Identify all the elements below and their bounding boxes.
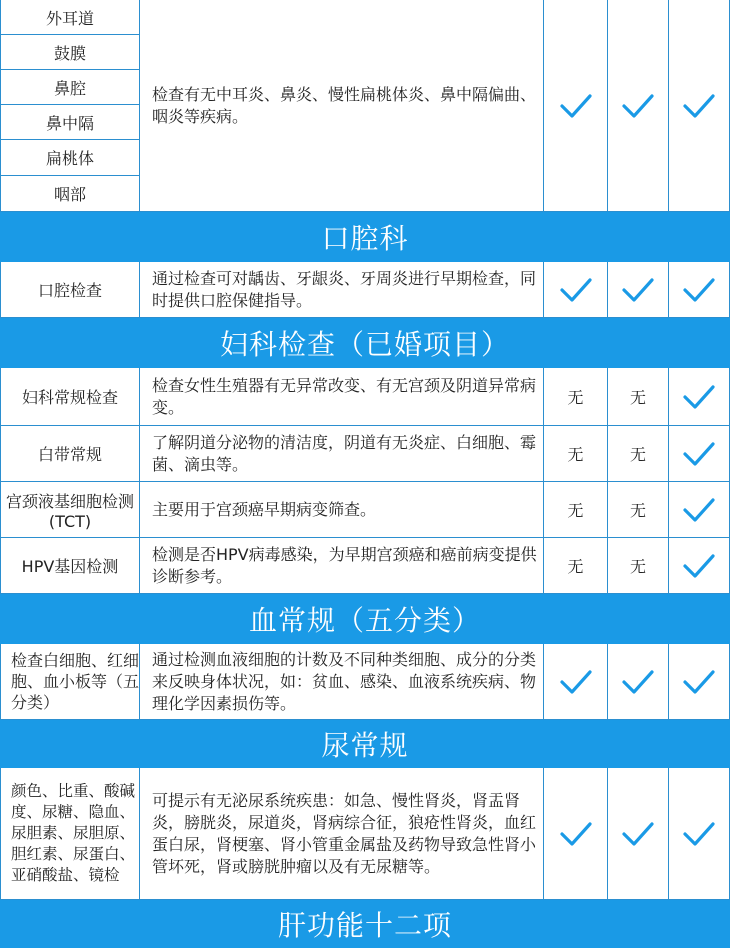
ent-item: 咽部 <box>0 176 140 212</box>
package-b-cell <box>608 768 669 900</box>
item-name: 宫颈液基细胞检测(TCT) <box>0 482 140 538</box>
gyn-row <box>0 538 730 594</box>
item-description: 通过检测血液细胞的计数及不同种类细胞、成分的分类来反映身体状况，如：贫血、感染、血液系统疾病、物理化学因素损伤等。 <box>140 644 544 720</box>
check-icon <box>621 276 655 304</box>
ent-item: 鼻中隔 <box>0 105 140 140</box>
item-description: 可提示有无泌尿系统疾患：如急、慢性肾炎，肾盂肾炎，膀胱炎，尿道炎，肾病综合征，狼疮性肾炎，血红蛋白尿，肾梗塞、肾小管重金属盐及药物导致急性肾小管坏死，肾或膀胱肿瘤以及有无尿糖等。 <box>140 768 544 900</box>
ent-item: 鼓膜 <box>0 35 140 70</box>
ent-item: 扁桃体 <box>0 140 140 176</box>
check-icon <box>559 276 593 304</box>
item-name: 白带常规 <box>0 426 140 482</box>
check-icon <box>682 383 716 411</box>
ent-description: 检查有无中耳炎、鼻炎、慢性扁桃体炎、鼻中隔偏曲、咽炎等疾病。 <box>140 0 544 212</box>
blood-row <box>0 644 730 720</box>
check-icon <box>682 552 716 580</box>
package-a-cell <box>544 0 608 212</box>
check-icon <box>621 668 655 696</box>
ent-item: 外耳道 <box>0 0 140 35</box>
section-header-liver: 肝功能十二项 <box>0 900 730 948</box>
item-description: 检查女性生殖器有无异常改变、有无宫颈及阴道异常病变。 <box>140 368 544 426</box>
package-b-cell: 无 <box>608 482 669 538</box>
gyn-row <box>0 368 730 426</box>
section-header-blood: 血常规（五分类） <box>0 594 730 644</box>
section-header-oral: 口腔科 <box>0 212 730 262</box>
package-a-cell: 无 <box>544 482 608 538</box>
package-c-cell <box>669 644 730 720</box>
ent-item: 鼻腔 <box>0 70 140 105</box>
check-icon <box>682 496 716 524</box>
package-c-cell <box>669 538 730 594</box>
item-description: 通过检查可对龋齿、牙龈炎、牙周炎进行早期检查，同时提供口腔保健指导。 <box>140 262 544 318</box>
section-header-gynecology: 妇科检查（已婚项目） <box>0 318 730 368</box>
package-b-cell <box>608 262 669 318</box>
check-icon <box>682 820 716 848</box>
item-description: 了解阴道分泌物的清洁度，阴道有无炎症、白细胞、霉菌、滴虫等。 <box>140 426 544 482</box>
package-a-cell: 无 <box>544 538 608 594</box>
package-c-cell <box>669 262 730 318</box>
item-name: 妇科常规检查 <box>0 368 140 426</box>
item-name: 口腔检查 <box>0 262 140 318</box>
check-icon <box>559 668 593 696</box>
check-icon <box>559 92 593 120</box>
check-icon <box>682 92 716 120</box>
package-b-cell: 无 <box>608 538 669 594</box>
check-icon <box>682 668 716 696</box>
item-description: 检测是否HPV病毒感染，为早期宫颈癌和癌前病变提供诊断参考。 <box>140 538 544 594</box>
check-icon <box>682 276 716 304</box>
urine-row <box>0 768 730 900</box>
check-icon <box>621 820 655 848</box>
package-a-cell <box>544 768 608 900</box>
check-icon <box>621 92 655 120</box>
package-b-cell: 无 <box>608 426 669 482</box>
item-description: 主要用于宫颈癌早期病变筛查。 <box>140 482 544 538</box>
item-name: HPV基因检测 <box>0 538 140 594</box>
item-name: 检查白细胞、红细胞、血小板等（五分类） <box>0 644 140 720</box>
package-c-cell <box>669 0 730 212</box>
oral-row <box>0 262 730 318</box>
package-a-cell: 无 <box>544 368 608 426</box>
package-c-cell <box>669 482 730 538</box>
package-b-cell <box>608 0 669 212</box>
section-header-urine: 尿常规 <box>0 720 730 768</box>
check-icon <box>682 440 716 468</box>
package-a-cell <box>544 644 608 720</box>
gyn-row <box>0 482 730 538</box>
check-icon <box>559 820 593 848</box>
package-a-cell: 无 <box>544 426 608 482</box>
item-name: 颜色、比重、酸碱度、尿糖、隐血、尿胆素、尿胆原、胆红素、尿蛋白、亚硝酸盐、镜检 <box>0 768 140 900</box>
package-a-cell <box>544 262 608 318</box>
package-c-cell <box>669 368 730 426</box>
package-b-cell <box>608 644 669 720</box>
package-b-cell: 无 <box>608 368 669 426</box>
gyn-row <box>0 426 730 482</box>
ent-row <box>0 0 730 212</box>
package-c-cell <box>669 768 730 900</box>
package-c-cell <box>669 426 730 482</box>
